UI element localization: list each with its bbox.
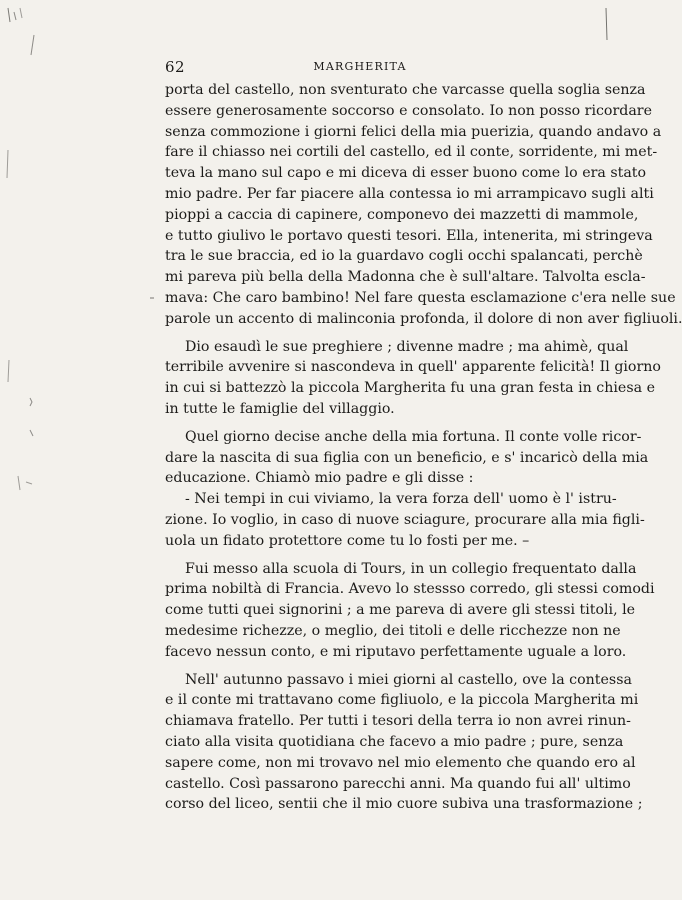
text-line: in tutte le famiglie del villaggio. [165, 400, 395, 417]
text-line: ciato alla visita quotidiana che facevo a mio padre ; pure, senza [165, 733, 624, 750]
running-head [165, 58, 555, 80]
edge-smudge-mark [20, 8, 22, 18]
text-line: Nell' autunno passavo i miei giorni al castello, ove la contessa [185, 671, 632, 688]
paragraph-gap [165, 420, 555, 427]
edge-smudge-mark [30, 398, 32, 406]
text-line: uola un fidato protettore come tu lo fosti per me. – [165, 532, 530, 549]
edge-smudge-mark [14, 12, 16, 20]
text-line: facevo nessun conto, e mi riputavo perfettamente uguale a loro. [165, 643, 627, 660]
paragraph-gap [165, 330, 555, 337]
paragraph [165, 427, 649, 552]
text-line: prima nobiltà di Francia. Avevo lo stessso corredo, gli stessi comodi [165, 581, 655, 598]
text-line: Fui messo alla scuola di Tours, in un collegio frequentato dalla [185, 560, 637, 577]
text-line: tra le sue braccia, ed io la guardavo cogli occhi spalancati, perchè [165, 248, 643, 265]
text-line: chiamava fratello. Per tutti i tesori della terra io non avrei rinun- [165, 713, 631, 730]
body-text [165, 80, 682, 815]
text-line: in cui si battezzò la piccola Margherita fu una gran festa in chiesa e [165, 380, 655, 397]
paragraph-gap [165, 552, 555, 559]
text-line: Quel giorno decise anche della mia fortuna. Il conte volle ricor- [185, 428, 642, 445]
edge-smudge-mark [26, 482, 32, 484]
page-number: 62 [165, 58, 186, 76]
text-line: castello. Così passarono parecchi anni. Ma quando fui all' ultimo [165, 775, 631, 792]
text-line: medesime richezze, o meglio, dei titoli e delle ricchezze non ne [165, 622, 621, 639]
text-line: pioppi a caccia di capinere, componevo dei mazzetti di mammole, [165, 206, 639, 223]
text-line: e il conte mi trattavano come figliuolo, e la piccola Margherita mi [165, 692, 639, 709]
edge-smudge-mark [8, 360, 9, 382]
text-line: senza commozione i giorni felici della mia puerizia, quando andavo a [165, 123, 662, 140]
text-line: teva la mano sul capo e mi diceva di esser buono come lo era stato [165, 165, 647, 182]
text-line: Dio esaudì le sue preghiere ; divenne madre ; ma ahimè, qual [185, 338, 629, 355]
edge-smudge-mark [30, 430, 33, 436]
paragraph-gap [165, 663, 555, 670]
text-line: sapere come, non mi trovavo nel mio elemento che quando ero al [165, 754, 636, 771]
edge-smudge-mark [8, 8, 10, 22]
text-line: corso del liceo, sentii che il mio cuore subiva una trasformazione ; [165, 796, 643, 813]
text-line: mi pareva più bella della Madonna che è sull'altare. Talvolta escla- [165, 269, 646, 286]
text-line: zione. Io voglio, in caso di nuove sciagure, procurare alla mia figli- [165, 511, 645, 528]
text-line: mio padre. Per far piacere alla contessa io mi arrampicavo sugli alti [165, 185, 654, 202]
edge-smudge-mark [7, 150, 8, 178]
text-line: e tutto giulivo le portavo questi tesori. Ella, intenerita, mi stringeva [165, 227, 653, 244]
edge-smudge-mark [31, 35, 34, 55]
paragraph [165, 80, 682, 330]
paragraph [165, 559, 655, 663]
text-line: porta del castello, non sventurato che varcasse quella soglia senza [165, 82, 646, 98]
text-line: parole un accento di malinconia profonda, il dolore di non aver figliuoli. [165, 310, 682, 327]
edge-smudge-mark [18, 476, 20, 490]
text-line: terribile avvenire si nascondeva in quell' apparente felicità! Il giorno [165, 359, 661, 376]
paragraph [165, 337, 661, 420]
paragraph [165, 670, 643, 816]
running-title: MARGHERITA [313, 60, 407, 73]
text-line: - Nei tempi in cui viviamo, la vera forza dell' uomo è l' istru- [185, 491, 617, 508]
text-line: fare il chiasso nei cortili del castello, ed il conte, sorridente, mi met- [165, 144, 658, 161]
text-line: dare la nascita di sua figlia con un beneficio, e s' incaricò della mia [165, 449, 649, 466]
edge-smudge-mark [606, 8, 607, 40]
text-line: come tutti quei signorini ; a me pareva di avere gli stessi titoli, le [165, 602, 636, 619]
text-line: educazione. Chiamò mio padre e gli disse : [165, 470, 474, 487]
text-line: essere generosamente soccorso e consolato. Io non posso ricordare [165, 102, 652, 119]
text-line: mava: Che caro bambino! Nel fare questa esclamazione c'era nelle sue [165, 289, 676, 306]
